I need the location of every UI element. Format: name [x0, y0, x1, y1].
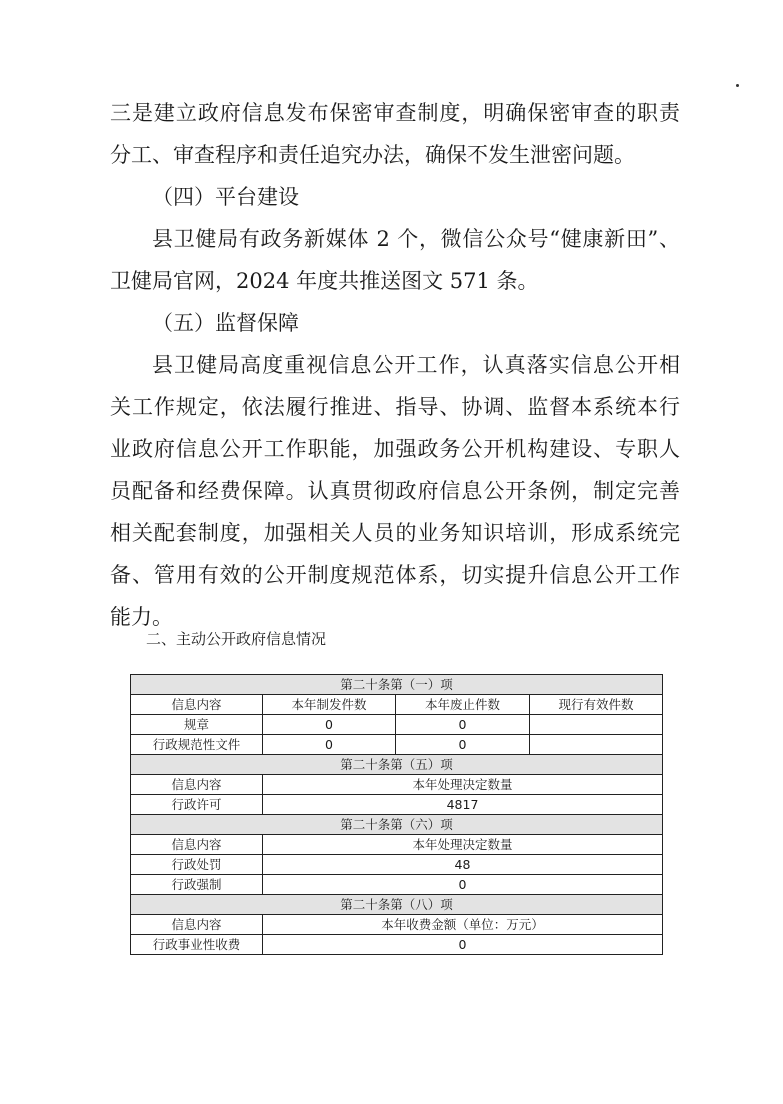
- paragraph-platform: [110, 218, 680, 302]
- table-cell: [530, 715, 663, 735]
- table-cell: 行政事业性收费: [131, 935, 263, 955]
- column-header: 本年处理决定数量: [263, 835, 663, 855]
- text-line: 能力。: [110, 605, 173, 629]
- table-row: [131, 855, 663, 875]
- table-cell: [530, 735, 663, 755]
- table-cell: 0: [263, 935, 663, 955]
- table-cell: 行政许可: [131, 795, 263, 815]
- table-row: [131, 795, 663, 815]
- column-header: 信息内容: [131, 775, 263, 795]
- table-section-header: 第二十条第（五）项: [131, 755, 663, 775]
- table-cell: 0: [263, 715, 396, 735]
- text-line: 分工、审查程序和责任追究办法，确保不发生泄密问题。: [110, 143, 635, 167]
- text-line: 业政府信息公开工作职能，加强政务公开机构建设、专职人: [110, 437, 680, 461]
- table-section-header: 第二十条第（六）项: [131, 815, 663, 835]
- text-line: 相关配套制度，加强相关人员的业务知识培训，形成系统完: [110, 521, 680, 545]
- paragraph-supervision: [110, 344, 680, 638]
- table-row: [131, 935, 663, 955]
- table-cell: 0: [396, 735, 530, 755]
- table-cell: 行政处罚: [131, 855, 263, 875]
- text-line: 县卫健局有政务新媒体 2 个，微信公众号“健康新田”、: [152, 227, 680, 251]
- table-cell: 0: [263, 735, 396, 755]
- table-cell: 规章: [131, 715, 263, 735]
- table-section-header: 第二十条第（一）项: [131, 675, 663, 695]
- table-section-header: 第二十条第（八）项: [131, 895, 663, 915]
- column-header: 信息内容: [131, 835, 263, 855]
- column-header: 本年制发件数: [263, 695, 396, 715]
- column-header: 现行有效件数: [530, 695, 663, 715]
- table-cell: 0: [263, 875, 663, 895]
- table-row: [131, 875, 663, 895]
- text-line: 员配备和经费保障。认真贯彻政府信息公开条例，制定完善: [110, 479, 680, 503]
- column-header: 信息内容: [131, 915, 263, 935]
- heading-supervision: （五）监督保障: [152, 311, 299, 335]
- column-header: 本年收费金额（单位：万元）: [263, 915, 663, 935]
- table-cell: 0: [396, 715, 530, 735]
- table-cell: 行政规范性文件: [131, 735, 263, 755]
- text-line: 县卫健局高度重视信息公开工作，认真落实信息公开相: [152, 353, 680, 377]
- column-header: 本年废止件数: [396, 695, 530, 715]
- text-line: 卫健局官网，2024 年度共推送图文 571 条。: [110, 269, 539, 293]
- table-row: [131, 715, 663, 735]
- table-row: [131, 735, 663, 755]
- table-cell: 48: [263, 855, 663, 875]
- text-line: 备、管用有效的公开制度规范体系，切实提升信息公开工作: [110, 563, 680, 587]
- table-cell: 4817: [263, 795, 663, 815]
- column-header: 信息内容: [131, 695, 263, 715]
- table-cell: 行政强制: [131, 875, 263, 895]
- column-header: 本年处理决定数量: [263, 775, 663, 795]
- text-line: 关工作规定，依法履行推进、指导、协调、监督本系统本行: [110, 395, 680, 419]
- text-line: 三是建立政府信息发布保密审查制度，明确保密审查的职责: [110, 101, 680, 125]
- heading-platform: （四）平台建设: [152, 185, 299, 209]
- section-title: 二、主动公开政府信息情况: [146, 630, 327, 648]
- scan-speck: [736, 84, 739, 87]
- paragraph-confidentiality: [110, 92, 680, 176]
- disclosure-table: [130, 674, 663, 955]
